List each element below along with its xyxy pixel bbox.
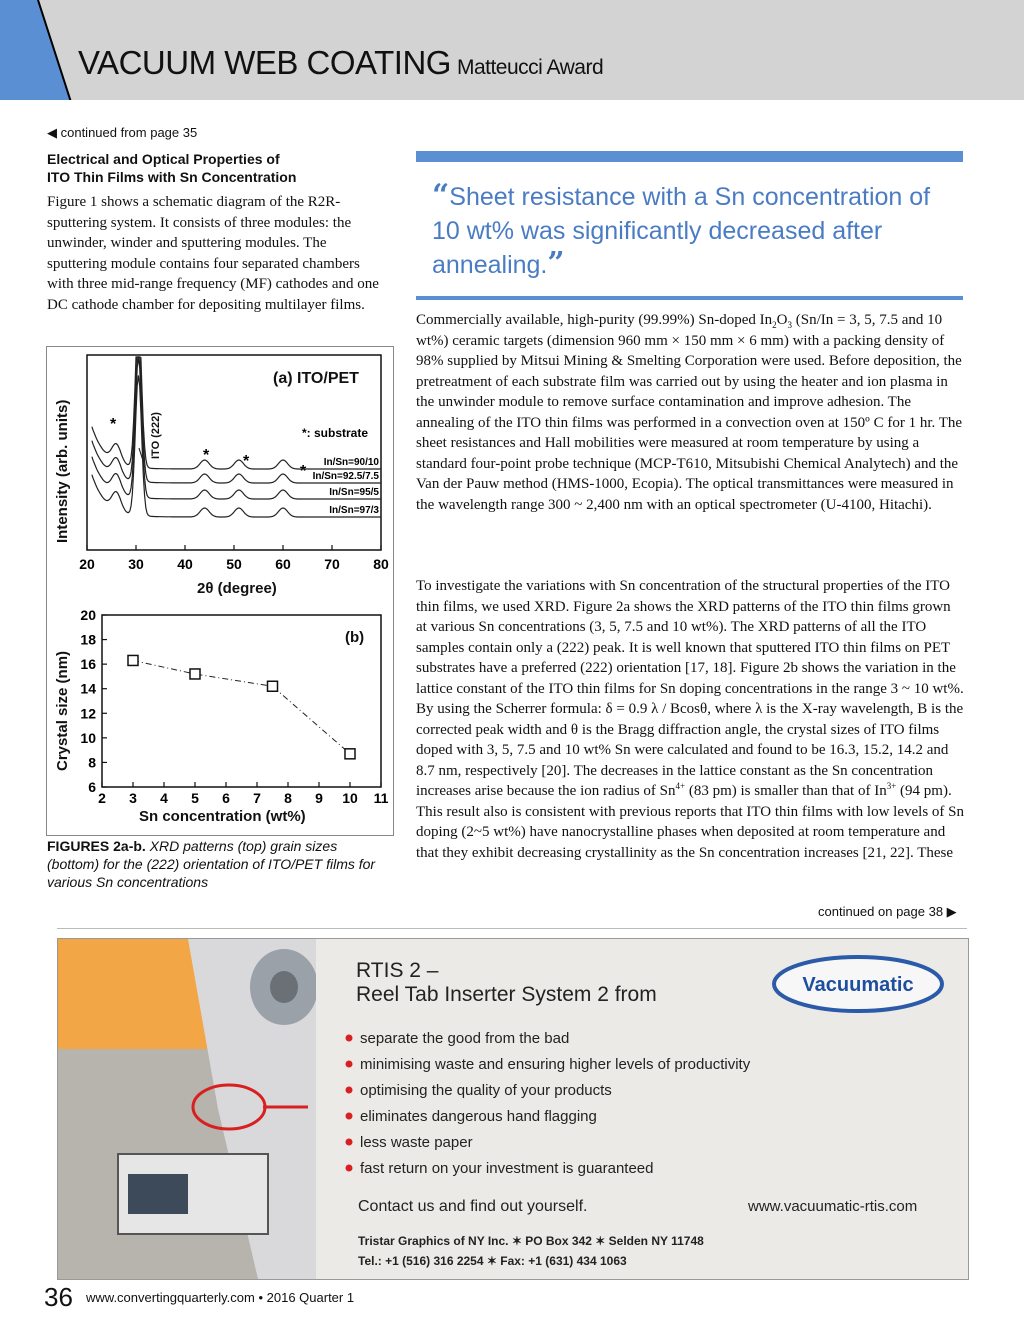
xtick-label-a: 80 [373, 556, 389, 572]
ad-bullet-dot [346, 1139, 353, 1146]
ytick-label-b: 16 [80, 656, 96, 673]
substrate-marker-4: * [300, 463, 307, 480]
ad-title-line2: Reel Tab Inserter System 2 from [356, 983, 657, 1006]
chart-a-ylabel: Intensity (arb. units) [54, 399, 71, 543]
ad-bullet-item: fast return on your investment is guaranteed [360, 1160, 654, 1177]
figure-caption: FIGURES 2a-b. XRD patterns (top) grain sizes (bottom) for the (222) orientation of ITO/PET films for various Sn concentrations [47, 838, 376, 890]
xtick-label-b: 2 [98, 790, 106, 806]
xrd-series-label: In/Sn=97/3 [329, 505, 379, 516]
xtick-label-a: 40 [177, 556, 193, 572]
xtick-label-b: 5 [191, 790, 199, 806]
ad-bullet-dot [346, 1035, 353, 1042]
ad-bullet-item: eliminates dangerous hand flagging [360, 1108, 597, 1125]
xtick-label-a: 20 [79, 556, 95, 572]
ytick-label-b: 12 [80, 705, 96, 722]
xtick-label-b: 3 [129, 790, 137, 806]
xtick-label-a: 60 [275, 556, 291, 572]
xtick-label-b: 10 [342, 790, 358, 806]
ad-bullet-dot [346, 1165, 353, 1172]
ytick-label-b: 14 [80, 680, 96, 697]
chart-a-annotation-ito222: ITO (222) [150, 412, 162, 459]
xtick-label-b: 4 [160, 790, 168, 806]
ad-bullet-dot [346, 1113, 353, 1120]
xtick-label-b: 8 [284, 790, 292, 806]
ad-contact: Contact us and find out yourself. [358, 1198, 588, 1215]
ytick-label-b: 6 [88, 779, 96, 795]
substrate-marker-2: * [203, 447, 210, 464]
page-number: 36 [44, 1282, 73, 1312]
ad-bullet-item: optimising the quality of your products [360, 1082, 612, 1099]
page-header-subtitle: Matteucci Award [456, 56, 604, 79]
xtick-label-a: 70 [324, 556, 340, 572]
advertisement[interactable] [57, 938, 969, 1280]
ad-bullet-dot [346, 1087, 353, 1094]
ad-phone: Tel.: +1 (516) 316 2254 ✶ Fax: +1 (631) 434 1063 [358, 1254, 627, 1268]
ad-bullet-dot [346, 1061, 353, 1068]
xtick-label-a: 30 [128, 556, 144, 572]
crystal-size-point [268, 681, 278, 691]
crystal-size-point [190, 669, 200, 679]
crystal-size-line [133, 661, 350, 754]
xrd-series-label: In/Sn=92.5/7.5 [312, 471, 379, 482]
ytick-label-b: 18 [80, 631, 96, 648]
xtick-label-b: 9 [315, 790, 323, 806]
crystal-size-point [128, 655, 138, 665]
ad-brand: Vacuumatic [802, 974, 914, 996]
crystal-size-point [345, 749, 355, 759]
xtick-label-b: 11 [373, 790, 389, 806]
methods-paragraph: Commercially available, high-purity (99.99%) Sn-doped $In_2O_3$ (Sn/In = 3, 5, 7.5 and 10 wt%) ceramic targets (dimension 960 mm × 150 mm × 6 mm) with a packing density of 98% supplied by Mitsui Mining & Smelting Corporation were used. Before deposition, the pretreatment of each substrate film was carried out by using the heater and ion plasma in the unwinder module to remove surface contamination and improve adhesion. The annealing of the ITO thin films was performed in a convection oven at 150º C for 1 hr. The sheet resistances and Hall mobilities were measured at room temperature by using a standard four-point probe technique (MCP-T610, Mitsubishi Chemical Analytech) and the Van der Pauw method (HMS-1000, Ecopia). The optical transmittances were measured in the wavelength range 300 ~ 2,400 nm with an optical spectrometer (U-4100, Hitachi). [416, 312, 963, 513]
footer-site[interactable]: www.convertingquarterly.com [86, 1290, 255, 1305]
xrd-series-label: In/Sn=90/10 [323, 457, 379, 468]
pull-quote-rule-top [416, 151, 963, 162]
substrate-legend: *: substrate [302, 426, 369, 440]
pull-quote: “Sheet resistance with a Sn concentration of 10 wt% was significantly decreased after annealing.” [432, 178, 931, 281]
ad-title-line1: RTIS 2 – [356, 959, 439, 982]
crystal-size-chart [54, 607, 389, 825]
xrd-chart [54, 355, 389, 597]
chart-a-title: (a) ITO/PET [273, 370, 359, 387]
intro-paragraph: Figure 1 shows a schematic diagram of the R2R-sputtering system. It consists of three modules: the unwinder, winder and sputtering modules. The sputtering module contains four separated chambers with three mid-range frequency (MF) cathodes and one DC cathode chamber for depositing multilayer films. [47, 194, 379, 313]
chart-b-xlabel: Sn concentration (wt%) [139, 808, 306, 825]
xtick-label-b: 7 [253, 790, 261, 806]
ytick-label-b: 8 [88, 754, 96, 771]
chart-b-title: (b) [345, 629, 365, 646]
xtick-label-a: 50 [226, 556, 242, 572]
ad-photo-panel [128, 1174, 188, 1214]
ad-bullet-item: separate the good from the bad [360, 1030, 570, 1047]
ad-url: www.vacuumatic-rtis.com [748, 1198, 918, 1215]
chart-a-xlabel: 2θ (degree) [197, 580, 277, 597]
divider [57, 928, 967, 929]
section-heading: Electrical and Optical Properties of ITO Thin Films with Sn Concentration [47, 151, 297, 185]
figure-2 [46, 346, 394, 836]
xtick-label-b: 6 [222, 790, 230, 806]
ytick-label-b: 10 [80, 729, 96, 746]
ad-bullet-item: minimising waste and ensuring higher levels of productivity [360, 1056, 751, 1073]
page-header-title: VACUUM WEB COATING Matteucci Award [78, 44, 604, 81]
ad-bullet-item: less waste paper [360, 1134, 473, 1151]
substrate-marker-1: * [110, 416, 117, 433]
continued-on-link[interactable]: continued on page 38 ▶ [818, 904, 957, 919]
footer-info: www.convertingquarterly.com • 2016 Quarter 1 [86, 1290, 355, 1305]
substrate-marker-3: * [243, 453, 250, 470]
chart-b-ylabel: Crystal size (nm) [54, 650, 71, 771]
pull-quote-rule-bottom [416, 296, 963, 300]
ytick-label-b: 20 [80, 607, 96, 623]
continued-from-link[interactable]: ◀ continued from page 35 [47, 125, 198, 140]
ad-photo-roll-core [270, 971, 298, 1003]
ad-address: Tristar Graphics of NY Inc. ✶ PO Box 342 ✶ Selden NY 11748 [358, 1234, 704, 1248]
results-paragraph: To investigate the variations with Sn concentration of the structural properties of the ITO thin films, we used XRD. Figure 2a shows the XRD patterns of the ITO thin films grown at various Sn concentrations (3, 5, 7.5 and 10 wt%). The XRD patterns of all the ITO samples contain only a (222) peak. It is well known that sputtered ITO thin films on PET substrates have a preferred (222) orientation [17, 18]. Figure 2b shows the variation in the lattice constant of the ITO thin films for Sn doping concentrations in the range 3 ~ 10 wt%. By using the Scherrer formula: δ = 0.9 λ / Bcosθ, where λ is the X-ray wavelength, B is the corrected peak width and θ is the Bragg diffraction angle, the crystal sizes of ITO films doped with 3, 5, 7.5 and 10 wt% Sn were calculated and found to be 16.3, 15.2, 14.2 and 8.7 nm, respectively [20]. The decreases in the lattice constant as the Sn concentration increases arise because the ion radius of $Sn^{4+}$ (83 pm) is smaller than that of $In^{3+}$ (94 pm). This result also is consistent with previous reports that ITO thin films with low levels of Sn doping (2~5 wt%) have nanocrystalline phases when deposited at room temperature and that they exhibit decreasing crystallinity as the Sn concentration increases [21, 22]. These [416, 578, 965, 861]
xrd-series-label: In/Sn=95/5 [329, 487, 379, 498]
